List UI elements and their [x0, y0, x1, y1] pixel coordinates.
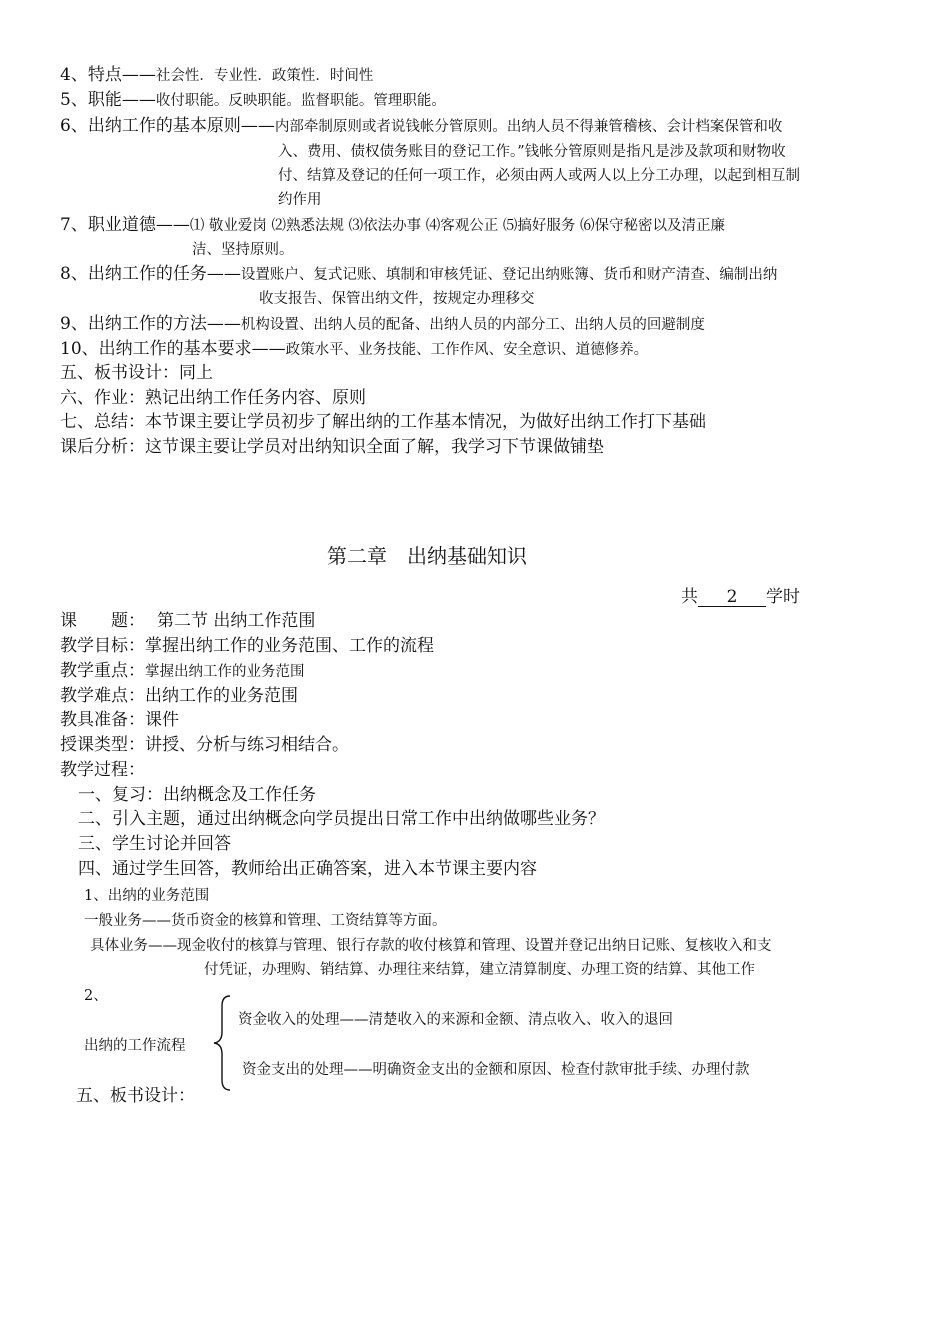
- hours-suffix: 学时: [766, 587, 800, 607]
- section-6-homework: 六、作业：熟记出纳工作任务内容、原则: [60, 388, 366, 408]
- item-10-body: 政策水平、业务技能、工作作风、安全意识、道德修养。: [285, 342, 649, 358]
- hours-line: [681, 589, 800, 607]
- item-8: [60, 266, 777, 283]
- item-9-body: 机构设置、出纳人员的配备、出纳人员的内部分工、出纳人员的回避制度: [240, 317, 705, 333]
- item-6-body-3: 付、结算及登记的任何一项工作，必须由两人或两人以上分工办理，以起到相互制: [278, 168, 800, 184]
- lesson-key: [60, 663, 305, 680]
- hours-prefix: 共: [681, 587, 698, 607]
- lesson-topic: [60, 613, 315, 630]
- item-10: [60, 341, 648, 358]
- item-6: [60, 118, 782, 135]
- lesson-goal: 教学目标：掌握出纳工作的业务范围、工作的流程: [60, 636, 434, 656]
- item-7-head: 7、职业道德——: [60, 215, 190, 235]
- item-7-body-1: ⑴ 敬业爱岗 ⑵熟悉法规 ⑶依法办事 ⑷客观公正 ⑸搞好服务 ⑹保守秘密以及清正廉: [189, 218, 725, 234]
- item-6-body-4: 约作用: [278, 192, 322, 208]
- scope-heading: 1、出纳的业务范围: [84, 888, 210, 904]
- scope-general: 一般业务——货币资金的核算和管理、工资结算等方面。: [84, 913, 447, 929]
- lesson-topic-value: 第二节 出纳工作范围: [157, 611, 316, 631]
- post-class-analysis: 课后分析：这节课主要让学员对出纳知识全面了解，我学习下节课做铺垫: [60, 437, 604, 457]
- hours-value: 2: [698, 589, 766, 607]
- lesson-difficulty: 教学难点：出纳工作的业务范围: [60, 686, 298, 706]
- chapter-title: 第二章 出纳基础知识: [327, 544, 527, 568]
- item-8-head: 8、出纳工作的任务——: [60, 264, 241, 284]
- item-9: [60, 316, 705, 333]
- curly-brace-icon: [210, 994, 234, 1092]
- lesson-key-label: 教学重点：: [60, 661, 145, 681]
- item-4-body: 社会性．专业性．政策性．时间性: [155, 68, 374, 84]
- item-6-body-1: 内部牵制原则或者说钱帐分管原则。出纳人员不得兼管稽核、会计档案保管和收: [274, 119, 783, 135]
- flow-expense: 资金支出的处理——明确资金支出的金额和原因、检查付款审批手续、办理付款: [242, 1062, 750, 1078]
- item-7-body-2: 洁、坚持原则。: [192, 242, 294, 258]
- item-6-body-2: 入、费用、债权债务账目的登记工作。”钱帐分管原则是指凡是涉及款项和财物收: [278, 144, 786, 160]
- scope-specific-1: 具体业务——现金收付的核算与管理、银行存款的收付核算和管理、设置并登记出纳日记账、复核收入和支: [90, 938, 772, 954]
- item-8-body-1: 设置账户、复式记账、填制和审核凭证、登记出纳账簿、货币和财产清查、编制出纳: [240, 267, 778, 283]
- lesson-process: 教学过程：: [60, 760, 145, 780]
- board-design: 五、板书设计：: [76, 1086, 195, 1106]
- lesson-tools: 教具准备：课件: [60, 710, 179, 730]
- item-8-body-2: 收支报告、保管出纳文件，按规定办理移交: [259, 291, 535, 307]
- scope-specific-2: 付凭证，办理购、销结算、办理往来结算，建立清算制度、办理工资的结算、其他工作: [204, 962, 755, 978]
- item-5-body: 收付职能。反映职能。监督职能。管理职能。: [155, 93, 446, 109]
- item-6-head: 6、出纳工作的基本原则——: [60, 116, 275, 136]
- lesson-type: 授课类型：讲授、分析与练习相结合。: [60, 735, 349, 755]
- step-3: 三、学生讨论并回答: [78, 834, 231, 854]
- lesson-key-value: 掌握出纳工作的业务范围: [145, 664, 305, 680]
- item-10-head: 10、出纳工作的基本要求——: [60, 339, 286, 359]
- flow-number: 2、: [84, 988, 108, 1004]
- step-1: 一、复习：出纳概念及工作任务: [78, 785, 316, 805]
- item-5: [60, 92, 446, 109]
- flow-label: 出纳的工作流程: [84, 1038, 186, 1054]
- section-5-board: 五、板书设计：同上: [60, 363, 213, 383]
- lesson-topic-label: 课 题：: [60, 611, 145, 631]
- item-4-head: 4、特点——: [60, 65, 156, 85]
- flow-income: 资金收入的处理——清楚收入的来源和金额、清点收入、收入的退回: [238, 1012, 673, 1028]
- section-7-summary: 七、总结：本节课主要让学员初步了解出纳的工作基本情况，为做好出纳工作打下基础: [60, 412, 706, 432]
- step-2: 二、引入主题，通过出纳概念向学员提出日常工作中出纳做哪些业务？: [78, 809, 605, 829]
- item-9-head: 9、出纳工作的方法——: [60, 314, 241, 334]
- item-4: [60, 67, 373, 84]
- step-4: 四、通过学生回答，教师给出正确答案，进入本节课主要内容: [78, 859, 537, 879]
- item-7: [60, 217, 725, 234]
- item-5-head: 5、职能——: [60, 90, 156, 110]
